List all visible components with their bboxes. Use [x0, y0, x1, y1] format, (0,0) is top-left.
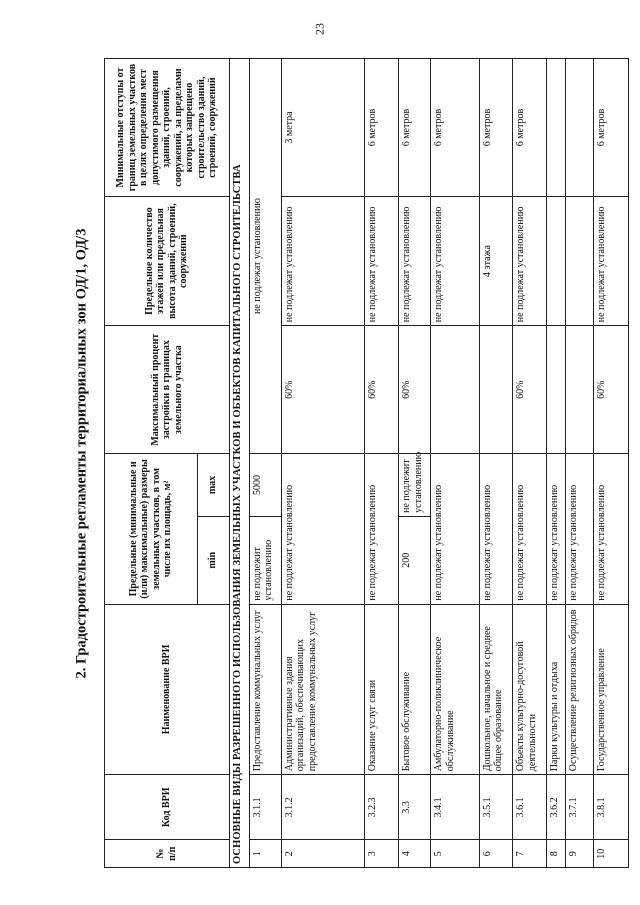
regulations-table	[104, 58, 629, 868]
row-num: 1	[249, 840, 281, 868]
row-max: не подлежит установлению	[399, 454, 431, 517]
row-setback: 6 метров	[513, 59, 546, 197]
header-code: Код ВРИ	[105, 775, 230, 840]
table-row	[399, 59, 431, 868]
row-code: 3.3	[399, 775, 431, 840]
row-coverage	[479, 326, 512, 454]
header-row	[105, 59, 198, 868]
row-coverage	[565, 326, 594, 454]
page-heading: 2. Градостроительные регламенты территориальных зон ОД/1, ОД/3	[73, 228, 90, 679]
row-num: 9	[565, 840, 594, 868]
row-size: не подлежат установлению	[594, 454, 629, 605]
section-title: ОСНОВНЫЕ ВИДЫ РАЗРЕШЕННОГО ИСПОЛЬЗОВАНИЯ ЗЕМЕЛЬНЫХ УЧАСТКОВ И ОБЪЕКТОВ КАПИТАЛЬНОГО СТРОИТЕЛЬСТВА	[229, 59, 249, 868]
row-code: 3.4.1	[431, 775, 479, 840]
row-floors: не подлежат установлению	[513, 197, 546, 326]
row-num: 5	[431, 840, 479, 868]
row-coverage	[546, 326, 565, 454]
row-setback: 6 метров	[431, 59, 479, 197]
row-code: 3.5.1	[479, 775, 512, 840]
header-min: min	[197, 516, 229, 604]
row-size: не подлежат установлению	[565, 454, 594, 605]
row-num: 2	[281, 840, 364, 868]
row-size: не подлежат установлению	[364, 454, 399, 605]
header-size-group: Предельные (минимальные и (или) максимальные) размеры земельных участков, в том числе их площадь, м²	[105, 454, 198, 605]
row-code: 3.1.1	[249, 775, 281, 840]
row-code: 3.1.2	[281, 775, 364, 840]
row-floors	[546, 197, 565, 326]
row-setback: 6 метров	[479, 59, 512, 197]
row-num: 4	[399, 840, 431, 868]
row-name: Объекты культурно-досуговой деятельности	[513, 604, 546, 775]
row-code: 3.8.1	[594, 775, 629, 840]
header-coverage: Максимальный процент застройки в границах земельного участка	[105, 326, 230, 454]
row-name: Дошкольное, начальное и среднее общее образование	[479, 604, 512, 775]
row-coverage: 60%	[513, 326, 546, 454]
row-coverage: 60%	[364, 326, 399, 454]
row-floors	[565, 197, 594, 326]
row-name: Парки культуры и отдыха	[546, 604, 565, 775]
row-code: 3.6.1	[513, 775, 546, 840]
header-name: Наименование ВРИ	[105, 604, 230, 775]
row-size: не подлежат установлению	[513, 454, 546, 605]
table-row	[479, 59, 512, 868]
section-row	[229, 59, 249, 868]
row-size: не подлежат установлению	[281, 454, 364, 605]
row-name: Предоставление коммунальных услуг	[249, 604, 281, 775]
header-setback: Минимальные отступы от границ земельных участков в целях определения мест допустимого размещения зданий, строений, сооружений, за пределами которых запрещено строительство зданий, строений, сооружений	[105, 59, 230, 197]
row-code: 3.7.1	[565, 775, 594, 840]
row-min: 200	[399, 516, 431, 604]
row-num: 6	[479, 840, 512, 868]
regulations-table-container	[104, 58, 629, 868]
row-coverage	[431, 326, 479, 454]
row-code: 3.2.3	[364, 775, 399, 840]
row-setback: 6 метров	[364, 59, 399, 197]
row-min: не подлежит установлению	[249, 516, 281, 604]
table-row	[594, 59, 629, 868]
header-max: max	[197, 454, 229, 517]
table-row	[281, 59, 364, 868]
row-floors: не подлежат установлению	[431, 197, 479, 326]
table-row	[513, 59, 546, 868]
row-size: не подлежат установлению	[479, 454, 512, 605]
row-span-value: не подлежат установлению	[249, 59, 281, 454]
row-coverage: 60%	[281, 326, 364, 454]
header-num: № п/п	[105, 840, 230, 868]
table-row	[364, 59, 399, 868]
table-row	[546, 59, 565, 868]
row-name: Бытовое обслуживание	[399, 604, 431, 775]
row-name: Амбулаторно-поликлиническое обслуживание	[431, 604, 479, 775]
row-floors: 4 этажа	[479, 197, 512, 326]
table-row	[565, 59, 594, 868]
row-max: 5000	[249, 454, 281, 517]
row-num: 10	[594, 840, 629, 868]
row-coverage: 60%	[594, 326, 629, 454]
row-setback	[565, 59, 594, 197]
heading-strip	[66, 36, 98, 871]
row-num: 8	[546, 840, 565, 868]
row-setback	[546, 59, 565, 197]
row-num: 3	[364, 840, 399, 868]
row-name: Административные здания организаций, обеспечивающих предоставление коммунальных услуг	[281, 604, 364, 775]
row-size: не подлежат установлению	[546, 454, 565, 605]
row-setback: 6 метров	[399, 59, 431, 197]
table-row	[431, 59, 479, 868]
row-code: 3.6.2	[546, 775, 565, 840]
row-name: Оказание услуг связи	[364, 604, 399, 775]
row-name: Осуществление религиозных обрядов	[565, 604, 594, 775]
row-name: Государственное управление	[594, 604, 629, 775]
header-floors: Предельное количество этажей или предельная высота зданий, строений, сооружений	[105, 197, 230, 326]
row-floors: не подлежат установлению	[399, 197, 431, 326]
table-row	[249, 59, 281, 868]
row-coverage: 60%	[399, 326, 431, 454]
row-size: не подлежат установлению	[431, 454, 479, 605]
row-floors: не подлежат установлению	[594, 197, 629, 326]
row-setback: 6 метров	[594, 59, 629, 197]
row-num: 7	[513, 840, 546, 868]
row-setback: 3 метра	[281, 59, 364, 197]
page-number: 23	[312, 23, 327, 35]
row-floors: не подлежат установлению	[281, 197, 364, 326]
row-floors: не подлежат установлению	[364, 197, 399, 326]
